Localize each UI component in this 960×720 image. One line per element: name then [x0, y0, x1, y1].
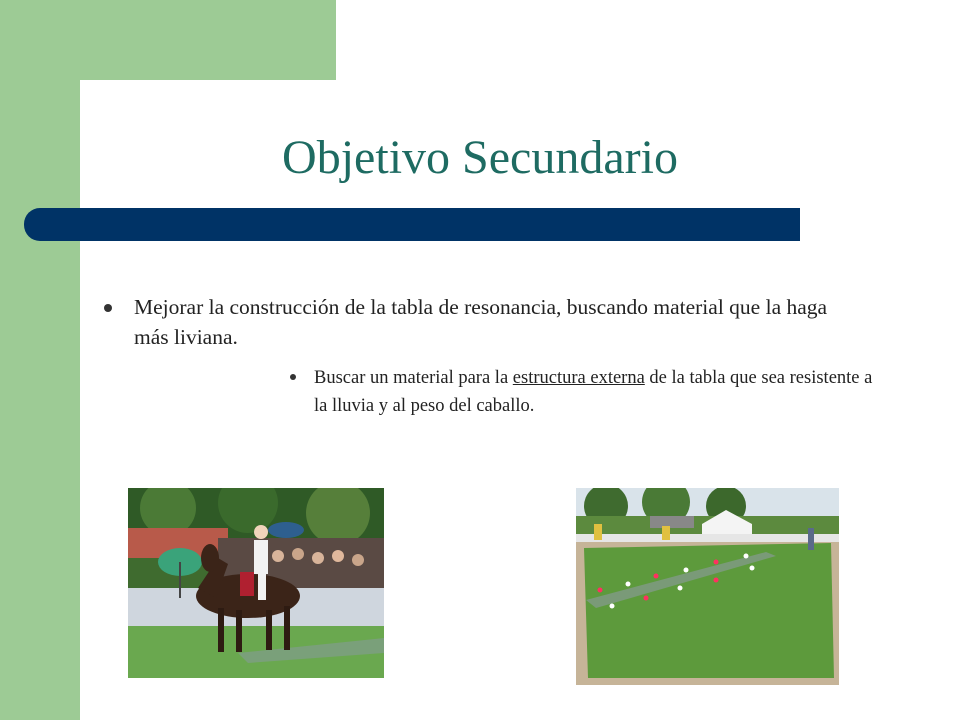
bullet-text-1: Mejorar la construcción de la tabla de resonancia, buscando material que la haga más liviana.: [134, 295, 828, 349]
arena-board-photo: [576, 488, 839, 685]
bullet-text-2-start: Buscar un material para la: [314, 368, 513, 388]
bullet-dot-icon: [290, 374, 296, 380]
bullet-text-2-underlined: estructura externa: [512, 368, 645, 388]
green-top-band: [0, 0, 336, 80]
horse-rider-photo: [128, 488, 384, 678]
title-underline-bar: [24, 208, 800, 241]
bullet-dot-icon: [104, 304, 112, 312]
bullet-item-1: [104, 292, 864, 352]
slide-title: Objetivo Secundario: [282, 131, 678, 184]
bullet-item-2: [288, 364, 888, 420]
bullet-text-2: [314, 364, 888, 420]
green-side-band: [0, 0, 80, 720]
bullet-text-2-end: de la tabla que sea resistente a la lluvia y al peso del caballo.: [314, 368, 873, 416]
